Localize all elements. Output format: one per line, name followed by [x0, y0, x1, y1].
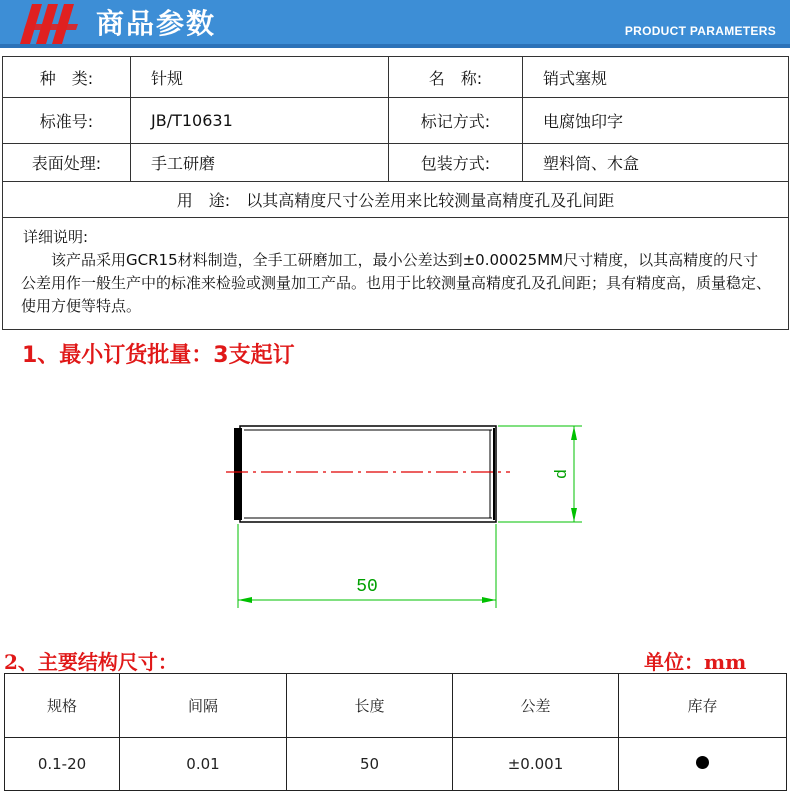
page-subtitle: PRODUCT PARAMETERS: [624, 24, 776, 38]
standard-value: JB/T10631: [131, 98, 389, 144]
cell-stock: [619, 738, 787, 791]
params-table: [2, 56, 789, 330]
cell-interval: 0.01: [120, 738, 287, 791]
header-spec: 规格: [5, 674, 120, 738]
surface-label: 表面处理:: [3, 144, 131, 182]
params-row: [3, 218, 789, 330]
cell-length: 50: [287, 738, 453, 791]
type-label: 种 类:: [3, 57, 131, 98]
arrow-up-icon: [571, 426, 577, 440]
dimensions-table: [4, 673, 787, 791]
header-banner: [0, 0, 790, 48]
packing-label: 包装方式:: [389, 144, 523, 182]
table-row: [5, 738, 787, 791]
cell-spec: 0.1-20: [5, 738, 120, 791]
gauge-chamfer-left: [234, 428, 242, 520]
marking-value: 电腐蚀印字: [523, 98, 789, 144]
params-row: [3, 57, 789, 98]
type-value: 针规: [131, 57, 389, 98]
detail-cell: [3, 218, 789, 330]
dimensions-heading: 2、主要结构尺寸：: [4, 650, 178, 674]
usage-text: 用 途: 以其高精度尺寸公差用来比较测量高精度孔及孔间距: [3, 182, 789, 218]
name-value: 销式塞规: [523, 57, 789, 98]
detail-title: 详细说明:: [23, 228, 89, 246]
unit-label: 单位：mm: [644, 650, 747, 674]
header-stock: 库存: [619, 674, 787, 738]
banner-divider: [0, 44, 790, 48]
in-stock-dot-icon: [696, 756, 709, 769]
packing-value: 塑料筒、木盒: [523, 144, 789, 182]
arrow-down-icon: [571, 508, 577, 522]
standard-label: 标准号:: [3, 98, 131, 144]
brand-logo-icon: [18, 2, 88, 46]
gauge-body: [240, 426, 496, 522]
table-header-row: [5, 674, 787, 738]
header-tolerance: 公差: [453, 674, 619, 738]
header-interval: 间隔: [120, 674, 287, 738]
detail-body: 该产品采用GCR15材料制造，全手工研磨加工，最小公差达到±0.00025MM尺寸精度，以其高精度的尺寸公差用作一般生产中的标准来检验或测量加工产品。也用于比较测量高精度孔及孔间距；具有精度高，质量稳定、使用方便等特点。: [21, 251, 772, 315]
pin-gauge-drawing: [222, 412, 622, 612]
length-label: 50: [356, 577, 378, 597]
name-label: 名 称:: [389, 57, 523, 98]
params-row: [3, 182, 789, 218]
page-title: 商品参数: [96, 7, 217, 40]
arrow-right-icon: [482, 597, 496, 603]
params-row: [3, 144, 789, 182]
params-row: [3, 98, 789, 144]
min-order-heading: 1、最小订货批量：3支起订: [22, 343, 295, 368]
surface-value: 手工研磨: [131, 144, 389, 182]
cell-tolerance: ±0.001: [453, 738, 619, 791]
header-length: 长度: [287, 674, 453, 738]
arrow-left-icon: [238, 597, 252, 603]
diameter-label: d: [553, 468, 572, 480]
marking-label: 标记方式:: [389, 98, 523, 144]
